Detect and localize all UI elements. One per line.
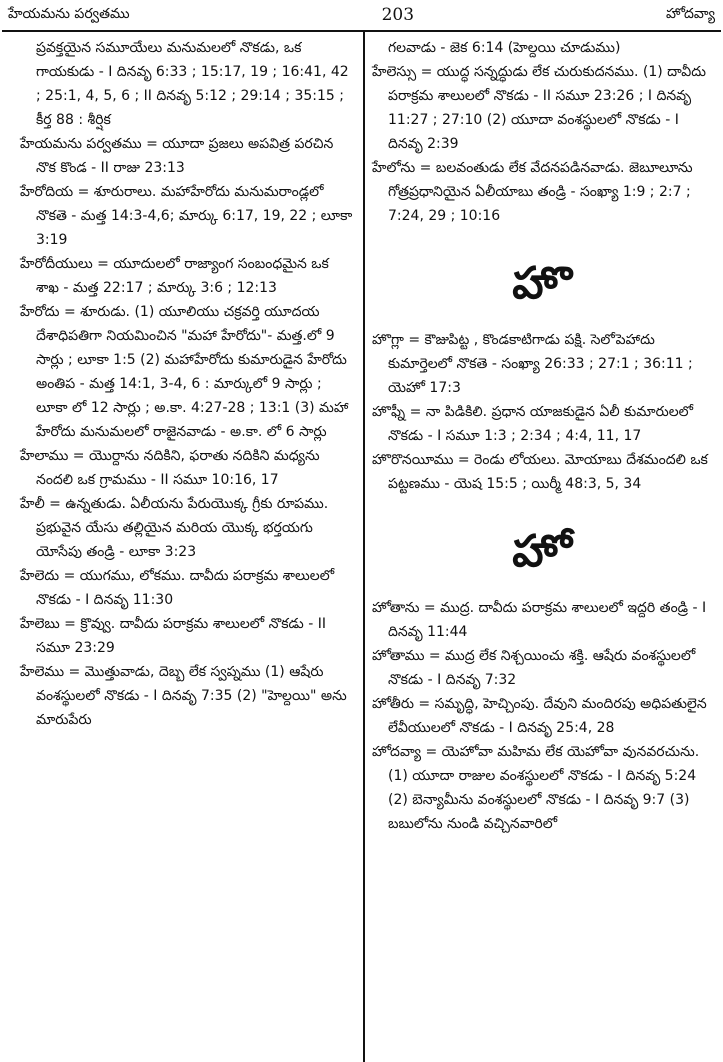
dictionary-entry: హేలెదు = యుగము, లోకము. దావీదు పరాక్రమ శాలులలో నొకడు - I దినవృ 11:30 xyxy=(20,568,335,608)
dictionary-entry: హేలోను = బలవంతుడు లేక వేదనపడినవాడు. జెబూలూను గోత్రప్రధానియైన ఏలీయాబు తండ్రి - సంఖ్యా 1:9 ; 2:7 ; 7:24, 29 ; 10:16 xyxy=(372,160,693,224)
dictionary-entry: హొఫ్నీ = నా పిడికిలి. ప్రధాన యాజకుడైన ఏలీ కుమారులలో నొకడు - I సమూ 1:3 ; 2:34 ; 4:4, 11, 17 xyxy=(372,404,694,444)
header-rule xyxy=(2,30,721,32)
page-header xyxy=(8,0,715,30)
dictionary-entry: హేయమను పర్వతము = యూదా ప్రజలు అపవిత్ర పరచిన నొక కొండ - II రాజు 23:13 xyxy=(20,136,334,176)
dictionary-entry: హోతీరు = సమృద్ధి, హెచ్చింపు. దేవుని మందిరపు అధిపతులైన లేవీయులలో నొకడు - I దినవృ 25:4, 28 xyxy=(372,696,707,736)
section-heading: హో xyxy=(512,526,572,577)
page-number: 203 xyxy=(381,5,415,25)
section-heading: హొ xyxy=(512,258,572,309)
dictionary-entry: హేలెబు = క్రొవ్వు. దావీదు పరాక్రమ శాలులలో నొకడు - II సమూ 23:29 xyxy=(20,616,326,656)
dictionary-entry: హొరొనయీము = రెండు లోయలు. మోయాబు దేశమందలి ఒక పట్టణము - యెష 15:5 ; యిర్మీ 48:3, 5, 34 xyxy=(372,452,708,492)
right-column xyxy=(372,36,712,836)
dictionary-entry: హోతాను = ముద్ర. దావీదు పరాక్రమ శాలులలో ఇద్దరి తండ్రి - I దినవృ 11:44 xyxy=(372,600,707,640)
header-left-keyword: హేయమను పర్వతము xyxy=(8,5,130,22)
dictionary-entry: హేలాము = యొర్దాను నదికిని, ఫరాతు నదికిని మధ్యను నందలి ఒక గ్రామము - II సమూ 10:16, 17 xyxy=(20,448,320,488)
dictionary-entry: హేరోదు = శూరుడు. (1) యూలియు చక్రవర్తి యూదయ దేశాధిపతిగా నియమించిన "మహా హేరోదు"- మత్త.లో 9 సార్లు ; లూకా 1:5 (2) మహాహేరోదు కుమారుడైన హేరోదు అంతిప - మత్త 14:1, 3-4, 6 : మార్కులో 9 సార్లు ; లూకా లో 12 సార్లు ; అ.కా. 4:27-28 ; 13:1 (3) మహా హేరోదు మనుమలలో రాజైనవాడు - అ.కా. లో 6 సార్లు xyxy=(20,304,349,440)
dictionary-entry: హేలెము = మొత్తువాడు, దెబ్బ లేక స్వప్నము (1) ఆషేరు వంశస్థులలో నొకడు - I దినవృ 7:35 (2) "హెల్దయి" అను మారుపేరు xyxy=(20,664,347,728)
dictionary-entry: హొగ్లా = కౌజుపిట్ట , కొండకాటిగాడు పక్షి. సెలోపెహాదు కుమార్తెలలో నొకతె - సంఖ్యా 26:33 ; 27:1 ; 36:11 ; యెహో 17:3 xyxy=(372,332,693,396)
header-right-keyword: హోదవ్యా xyxy=(665,5,715,22)
dictionary-entry: ప్రవక్తయైన సమూయేలు మనుమలలో నొకడు, ఒక గాయకుడు - I దినవృ 6:33 ; 15:17, 19 ; 16:41, 42 ; 25:1, 4, 5, 6 ; II దినవృ 5:12 ; 29:14 ; 35:15 ; కీర్త 88 : శీర్షిక xyxy=(36,40,349,128)
dictionary-entry: గలవాడు - జెక 6:14 (హెల్దయి చూడుము) xyxy=(388,40,621,56)
dictionary-entry: హేరోదీయులు = యూదులలో రాజ్యాంగ సంబంధమైన ఒక శాఖ - మత్త 22:17 ; మార్కు 3:6 ; 12:13 xyxy=(20,256,329,296)
left-column xyxy=(20,36,356,732)
dictionary-entry: హేలీ = ఉన్నతుడు. ఏలీయను పేరుయొక్క గ్రీకు రూపము. ప్రభువైన యేసు తల్లియైన మరియ యొక్క భర్తయగు యోసేపు తండ్రి - లూకా 3:23 xyxy=(20,496,329,560)
column-divider xyxy=(363,31,365,1062)
dictionary-entry: హేలెస్సు = యుద్ధ సన్నద్ధుడు లేక చురుకుదనము. (1) దావీదు పరాక్రమ శాలులలో నొకడు - II సమూ 23:26 ; I దినవృ 11:27 ; 27:10 (2) యూదా వంశస్థులలో నొకడు - I దినవృ 2:39 xyxy=(372,64,706,152)
dictionary-entry: హోతాము = ముద్ర లేక నిశ్చయించు శక్తి. ఆషేరు వంశస్థులలో నొకడు - I దినవృ 7:32 xyxy=(372,648,696,688)
dictionary-entry: హోదవ్యా = యెహోవా మహిమ లేక యెహోవా వునవరచును. (1) యూదా రాజుల వంశస్థులలో నొకడు - I దినవృ 5:24 (2) బెన్యామీను వంశస్థులలో నొకడు - I దినవృ 9:7 (3) బబులోను నుండి వచ్చినవారిలో xyxy=(372,744,700,832)
dictionary-entry: హేరోదియ = శూరురాలు. మహాహేరోదు మనుమరాండ్లలో నొకతె - మత్త 14:3-4,6; మార్కు 6:17, 19, 22 ; లూకా 3:19 xyxy=(20,184,353,248)
